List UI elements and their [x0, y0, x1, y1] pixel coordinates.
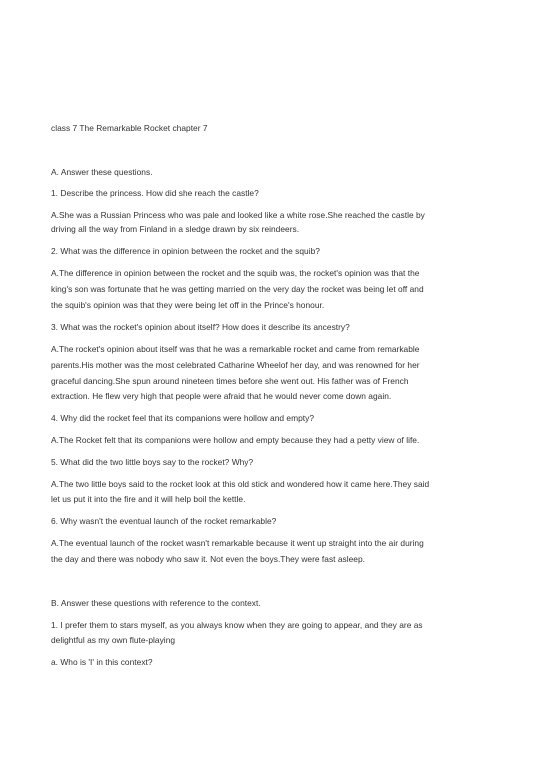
answer-3-line-2: parents.His mother was the most celebrated Catharine Wheelof her day, and was renowned for her — [51, 360, 420, 370]
answer-6-line-1: A.The eventual launch of the rocket wasn't remarkable because it went up straight into the air during — [51, 538, 424, 548]
context-quote-line-2: delightful as my own flute-playing — [51, 635, 176, 645]
question-5: 5. What did the two little boys say to the rocket? Why? — [51, 457, 254, 467]
answer-6-line-2: the day and there was nobody who saw it. Not even the boys.They were fast asleep. — [51, 554, 366, 564]
answer-2-line-3: the squib's opinion was that they were being let off in the Prince's honour. — [51, 300, 325, 310]
question-4: 4. Why did the rocket feel that its companions were hollow and empty? — [51, 413, 314, 423]
question-6: 6. Why wasn't the eventual launch of the rocket remarkable? — [51, 516, 277, 526]
document-title: class 7 The Remarkable Rocket chapter 7 — [51, 123, 208, 133]
section-a-heading: A. Answer these questions. — [51, 167, 153, 177]
answer-3-line-1: A.The rocket's opinion about itself was that he was a remarkable rocket and came from remarkable — [51, 344, 420, 354]
context-quote-line-1: 1. I prefer them to stars myself, as you always know when they are going to appear, and they are as — [51, 620, 423, 630]
question-2: 2. What was the difference in opinion between the rocket and the squib? — [51, 246, 320, 256]
question-3: 3. What was the rocket's opinion about itself? How does it describe its ancestry? — [51, 322, 350, 332]
answer-5-line-1: A.The two little boys said to the rocket look at this old stick and wondered how it came here.They said — [51, 479, 430, 489]
section-b-heading: B. Answer these questions with reference to the context. — [51, 598, 261, 608]
answer-1-line-1: A.She was a Russian Princess who was pale and looked like a white rose.She reached the castle by — [51, 210, 425, 220]
answer-4-line-1: A.The Rocket felt that its companions were hollow and empty because they had a petty view of life. — [51, 435, 420, 445]
question-1: 1. Describe the princess. How did she reach the castle? — [51, 188, 259, 198]
context-question: a. Who is 'I' in this context? — [51, 657, 153, 667]
answer-2-line-1: A.The difference in opinion between the rocket and the squib was, the rocket's opinion was that the — [51, 268, 420, 278]
answer-3-line-3: graceful dancing.She spun around nineteen times before she went out. His father was of French — [51, 376, 409, 386]
answer-5-line-2: let us put it into the fire and it will help boil the kettle. — [51, 494, 246, 504]
answer-3-line-4: extraction. He flew very high that people were afraid that he would never come down again. — [51, 391, 392, 401]
answer-1-line-2: driving all the way from Finland in a sledge drawn by six reindeers. — [51, 224, 300, 234]
answer-2-line-2: king's son was fortunate that he was getting married on the very day the rocket was being let off and — [51, 284, 424, 294]
